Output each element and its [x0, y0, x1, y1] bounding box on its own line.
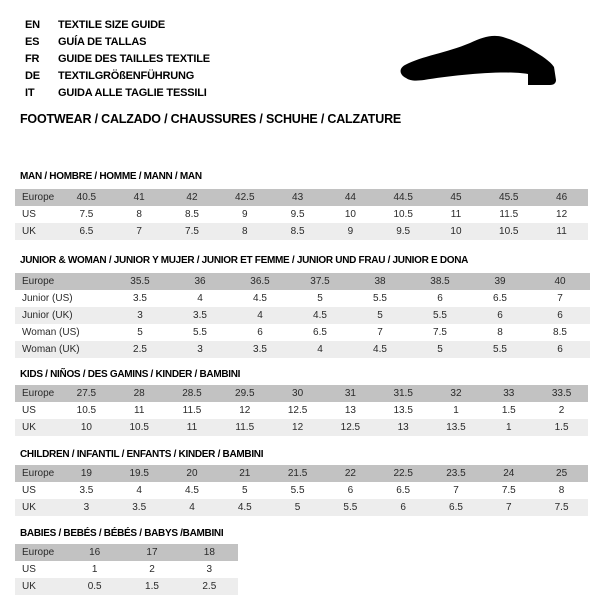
size-value: 12.5 [287, 405, 308, 416]
size-value: 2 [558, 405, 565, 416]
size-value: 4.5 [373, 344, 387, 355]
size-value: 25 [556, 468, 568, 479]
size-value: 7 [505, 502, 512, 513]
size-row-woman-us [15, 324, 590, 341]
size-value: 9 [347, 226, 354, 237]
size-value: 5.5 [193, 327, 207, 338]
size-value: 9.5 [396, 226, 411, 237]
size-value: 3.5 [253, 344, 267, 355]
section-title-junior-woman: JUNIOR & WOMAN / JUNIOR Y MUJER / JUNIOR ET FEMME / JUNIOR UND FRAU / JUNIOR E DONA [20, 255, 469, 266]
size-value: 1 [453, 405, 459, 416]
row-label: Woman (UK) [22, 344, 80, 355]
size-value: 45 [450, 192, 462, 203]
size-value: 5.5 [373, 293, 387, 304]
language-label: TEXTILGRÖßENFÜHRUNG [58, 70, 195, 82]
section-title-babies: BABIES / BEBÉS / BÉBÉS / BABYS /BAMBINI [20, 528, 224, 539]
size-row-junior-us [15, 290, 590, 307]
size-row-uk [15, 419, 588, 436]
size-value: 10 [80, 422, 92, 433]
size-value: 11 [186, 422, 198, 433]
size-value: 6 [257, 327, 263, 338]
size-table-babies [15, 544, 238, 595]
size-value: 4 [136, 485, 142, 496]
size-value: 36.5 [250, 276, 270, 287]
size-row-uk [15, 223, 588, 240]
row-label: Junior (US) [22, 293, 73, 304]
size-value: 11 [450, 209, 462, 220]
size-value: 21.5 [287, 468, 308, 479]
size-value: 6.5 [396, 485, 411, 496]
size-value: 17 [146, 547, 158, 558]
size-value: 6.5 [79, 226, 94, 237]
section-title-kids: KIDS / NIÑOS / DES GAMINS / KINDER / BAMBINI [20, 369, 241, 380]
size-value: 7.5 [79, 209, 94, 220]
size-table-children [15, 465, 588, 516]
size-value: 5.5 [343, 502, 358, 513]
size-value: 7.5 [554, 502, 569, 513]
size-value: 1 [91, 564, 98, 575]
size-value: 42.5 [235, 192, 255, 203]
size-value: 11.5 [499, 209, 519, 220]
language-label: GUIDE DES TAILLES TEXTILE [58, 53, 210, 65]
size-value: 28.5 [182, 388, 202, 399]
size-row-us [15, 561, 238, 578]
size-value: 4 [189, 502, 195, 513]
size-row-uk [15, 499, 588, 516]
size-value: 18 [203, 547, 215, 558]
size-value: 2.5 [202, 581, 217, 592]
size-value: 8 [136, 209, 142, 220]
size-value: 13 [397, 422, 409, 433]
size-value: 32 [450, 388, 462, 399]
section-babies [0, 527, 600, 595]
size-value: 8.5 [290, 226, 305, 237]
section-kids [0, 368, 600, 436]
size-value: 7 [557, 293, 563, 304]
size-value: 11.5 [235, 422, 255, 433]
row-label: UK [22, 226, 36, 237]
size-value: 5.5 [493, 344, 507, 355]
size-value: 5 [137, 327, 143, 338]
size-value: 3 [83, 502, 90, 513]
size-value: 36 [194, 276, 206, 287]
size-value: 16 [89, 547, 101, 558]
size-value: 10.5 [499, 226, 519, 237]
size-value: 43 [292, 192, 304, 203]
size-value: 8 [558, 485, 565, 496]
size-value: 23.5 [446, 468, 466, 479]
size-value: 37.5 [310, 276, 330, 287]
size-value: 8 [497, 327, 503, 338]
size-value: 19.5 [129, 468, 149, 479]
size-value: 40 [554, 276, 566, 287]
size-value: 5 [437, 344, 443, 355]
language-code: ES [25, 36, 40, 48]
size-value: 4.5 [253, 293, 267, 304]
size-value: 6 [347, 485, 354, 496]
dress-shoe-icon [396, 30, 574, 96]
size-value: 28 [133, 388, 145, 399]
size-row-junior-uk [15, 307, 590, 324]
size-value: 3.5 [132, 502, 147, 513]
size-table-junior-woman [15, 273, 590, 358]
size-value: 3 [197, 344, 203, 355]
size-row-us [15, 402, 588, 419]
row-label: US [22, 485, 36, 496]
row-label: US [22, 564, 36, 575]
size-value: 5.5 [290, 485, 305, 496]
size-value: 44 [344, 192, 356, 203]
size-value: 41 [133, 192, 145, 203]
size-row-europe [15, 544, 238, 561]
size-value: 9.5 [290, 209, 305, 220]
category-heading: FOOTWEAR / CALZADO / CHAUSSURES / SCHUHE / CALZATURE [20, 112, 402, 126]
size-value: 4.5 [237, 502, 252, 513]
size-value: 27.5 [76, 388, 97, 399]
size-value: 35.5 [130, 276, 150, 287]
size-value: 4 [257, 310, 263, 321]
size-value: 6.5 [313, 327, 327, 338]
size-value: 7 [377, 327, 383, 338]
language-label: GUIDA ALLE TAGLIE TESSILI [58, 87, 207, 99]
size-value: 22 [344, 468, 356, 479]
row-label: UK [22, 422, 36, 433]
size-value: 4 [317, 344, 323, 355]
section-man [0, 170, 600, 240]
size-row-us [15, 206, 588, 223]
size-value: 8.5 [185, 209, 199, 220]
size-value: 45.5 [499, 192, 519, 203]
size-value: 12 [292, 422, 304, 433]
language-code: EN [25, 19, 40, 31]
size-value: 6.5 [449, 502, 463, 513]
section-title-man: MAN / HOMBRE / HOMME / MANN / MAN [20, 171, 202, 182]
size-value: 6 [557, 310, 563, 321]
language-label: GUÍA DE TALLAS [58, 36, 147, 48]
size-value: 6.5 [493, 293, 507, 304]
size-row-europe [15, 465, 588, 482]
size-value: 12 [239, 405, 251, 416]
size-value: 10.5 [393, 209, 413, 220]
size-value: 29.5 [235, 388, 255, 399]
section-children [0, 448, 600, 516]
size-value: 33 [503, 388, 515, 399]
size-value: 21 [239, 468, 251, 479]
section-junior-woman [0, 254, 600, 358]
row-label: UK [22, 581, 36, 592]
size-value: 6 [437, 293, 443, 304]
size-value: 39 [494, 276, 506, 287]
language-code: DE [25, 70, 40, 82]
section-title-children: CHILDREN / INFANTIL / ENFANTS / KINDER / BAMBINI [20, 449, 264, 460]
size-value: 11 [134, 405, 145, 416]
size-value: 10 [344, 209, 356, 220]
language-label: TEXTILE SIZE GUIDE [58, 19, 166, 31]
size-row-europe [15, 189, 588, 206]
size-value: 2 [149, 564, 155, 575]
size-value: 5 [377, 310, 383, 321]
size-value: 6 [400, 502, 406, 513]
size-value: 13 [344, 405, 356, 416]
row-label: Woman (US) [22, 327, 80, 338]
size-value: 6 [557, 344, 563, 355]
size-value: 40.5 [76, 192, 97, 203]
size-value: 5 [317, 293, 323, 304]
size-value: 3.5 [193, 310, 207, 321]
row-label: US [22, 405, 36, 416]
size-value: 44.5 [393, 192, 413, 203]
size-table-kids [15, 385, 588, 436]
size-value: 7 [453, 485, 459, 496]
size-value: 1.5 [501, 405, 516, 416]
size-value: 3.5 [133, 293, 147, 304]
size-value: 38.5 [430, 276, 450, 287]
size-row-uk [15, 578, 238, 595]
size-value: 2.5 [133, 344, 147, 355]
size-value: 19 [80, 468, 92, 479]
size-value: 12 [556, 209, 568, 220]
size-value: 3 [137, 310, 143, 321]
size-value: 7 [136, 226, 142, 237]
size-value: 46 [556, 192, 568, 203]
size-value: 22.5 [393, 468, 413, 479]
size-row-europe [15, 273, 590, 290]
size-value: 3.5 [79, 485, 94, 496]
row-label: Junior (UK) [22, 310, 73, 321]
size-row-europe [15, 385, 588, 402]
row-label: Europe [22, 276, 55, 287]
size-value: 12.5 [340, 422, 361, 433]
size-value: 4.5 [313, 310, 327, 321]
size-value: 10 [450, 226, 462, 237]
size-value: 3 [206, 564, 213, 575]
size-value: 5 [294, 502, 301, 513]
size-value: 4 [197, 293, 203, 304]
size-value: 6 [497, 310, 503, 321]
size-row-woman-uk [15, 341, 590, 358]
size-value: 1.5 [554, 422, 569, 433]
size-value: 30 [292, 388, 304, 399]
size-value: 5 [242, 485, 248, 496]
size-value: 0.5 [87, 581, 102, 592]
size-table-man [15, 189, 588, 240]
row-label: UK [22, 502, 36, 513]
row-label: Europe [22, 547, 55, 558]
language-code: FR [25, 53, 40, 65]
size-value: 5.5 [433, 310, 447, 321]
size-value: 31.5 [393, 388, 413, 399]
size-value: 33.5 [551, 388, 572, 399]
size-value: 13.5 [446, 422, 466, 433]
row-label: Europe [22, 468, 55, 479]
size-value: 1 [505, 422, 512, 433]
row-label: Europe [22, 192, 55, 203]
size-value: 7.5 [185, 226, 199, 237]
row-label: US [22, 209, 36, 220]
size-value: 10.5 [76, 405, 97, 416]
size-value: 4.5 [185, 485, 199, 496]
size-value: 38 [374, 276, 386, 287]
size-value: 11.5 [182, 405, 202, 416]
size-value: 42 [186, 192, 198, 203]
row-label: Europe [22, 388, 55, 399]
size-value: 24 [503, 468, 515, 479]
size-value: 31 [344, 388, 356, 399]
size-value: 20 [186, 468, 198, 479]
size-value: 8.5 [553, 327, 567, 338]
size-value: 1.5 [145, 581, 159, 592]
size-value: 7.5 [501, 485, 516, 496]
size-row-us [15, 482, 588, 499]
size-value: 10.5 [129, 422, 149, 433]
size-value: 7.5 [433, 327, 447, 338]
size-value: 9 [242, 209, 248, 220]
size-value: 13.5 [393, 405, 413, 416]
size-value: 11 [556, 226, 567, 237]
size-value: 8 [242, 226, 248, 237]
language-code: IT [25, 87, 35, 99]
